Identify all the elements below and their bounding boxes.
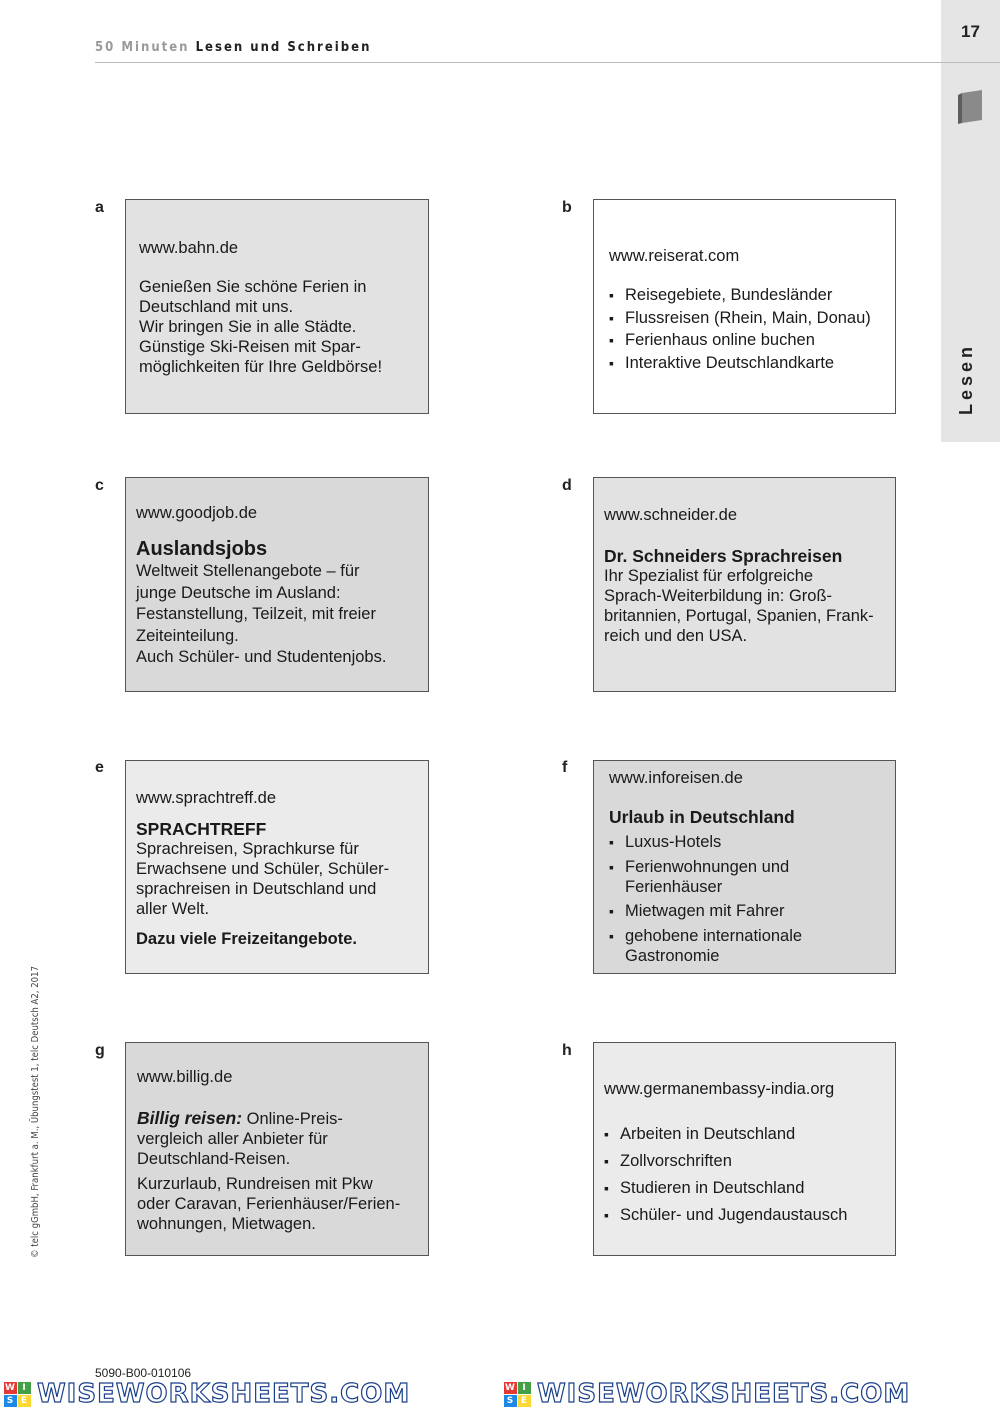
card-c <box>125 477 429 692</box>
card-title: Auslandsjobs <box>136 538 268 560</box>
header-strong: Lesen und Schreiben <box>195 40 372 55</box>
card-line: Deutschland mit uns. <box>139 298 294 316</box>
list-item: ▪ Zollvorschriften <box>604 1148 889 1175</box>
side-divider <box>941 62 1000 63</box>
card-letter-f: f <box>562 759 568 776</box>
logo-squares <box>504 1382 531 1407</box>
card-letter-e: e <box>95 759 104 776</box>
card-g <box>125 1042 429 1256</box>
logo-letter: W <box>5 1382 16 1393</box>
card-url: www.germanembassy-india.org <box>604 1080 835 1098</box>
running-header <box>95 40 371 55</box>
logo-letter: S <box>4 1395 17 1407</box>
logo-letter: E <box>18 1395 31 1407</box>
card-closing: Dazu viele Freizeitangebote. <box>136 930 357 948</box>
watermark-text: WISEWORKSHEETS.COM <box>537 1379 911 1409</box>
logo-letter: I <box>18 1382 31 1394</box>
page-number: 17 <box>961 22 980 41</box>
card-line: Sprach-Weiterbildung in: Groß- <box>604 587 833 605</box>
card-line: britannien, Portugal, Spanien, Frank- <box>604 607 874 625</box>
card-line: Auch Schüler- und Studentenjobs. <box>136 648 387 666</box>
card-line: reich und den USA. <box>604 627 748 645</box>
card-f <box>593 760 896 974</box>
list-item: ▪ Ferienhaus online buchen <box>609 329 887 352</box>
card-h <box>593 1042 896 1256</box>
card-d <box>593 477 896 692</box>
card-letter-h: h <box>562 1042 572 1059</box>
list-item-line: Gastronomie <box>625 947 720 965</box>
card-line: wohnungen, Mietwagen. <box>137 1215 316 1233</box>
header-light: 50 Minuten <box>95 40 190 55</box>
logo-letter: S <box>504 1395 517 1407</box>
card-title-line <box>137 1108 420 1129</box>
card-title: Urlaub in Deutschland <box>609 807 795 827</box>
book-icon <box>958 90 982 124</box>
list-item: ▪ Arbeiten in Deutschland <box>604 1121 889 1148</box>
list-item <box>609 857 889 897</box>
card-letter-g: g <box>95 1042 105 1059</box>
list-item <box>609 926 889 966</box>
section-label: Lesen <box>956 342 976 415</box>
card-url: www.sprachtreff.de <box>136 789 277 807</box>
list-item: ▪ Schüler- und Jugendaustausch <box>604 1202 889 1229</box>
logo-squares <box>4 1382 31 1407</box>
list-item-line: Ferienhäuser <box>625 878 723 896</box>
card-line: Zeiteinteilung. <box>136 626 239 645</box>
card-line: möglichkeiten für Ihre Geldbörse! <box>139 358 383 376</box>
card-line: Ihr Spezialist für erfolgreiche <box>604 567 814 585</box>
card-letter-c: c <box>95 477 104 494</box>
logo-letter: I <box>518 1382 531 1394</box>
card-title-rest: Online-Preis- <box>242 1110 343 1128</box>
copyright-notice: © telc gGmbH, Frankfurt a. M., Übungstest 1, telc Deutsch A2, 2017 <box>30 966 41 1258</box>
list-item: ▪ Interaktive Deutschlandkarte <box>609 352 887 375</box>
list-item: ▪ Mietwagen mit Fahrer <box>609 901 889 921</box>
card-line: vergleich aller Anbieter für <box>137 1130 328 1148</box>
card-url: www.inforeisen.de <box>609 769 743 787</box>
list-item: ▪ Studieren in Deutschland <box>604 1175 889 1202</box>
logo-letter: E <box>518 1395 531 1407</box>
card-line: Festanstellung, Teilzeit, mit freier <box>136 605 376 623</box>
list-item: ▪ Reisegebiete, Bundesländer <box>609 284 887 307</box>
card-line: Wir bringen Sie in alle Städte. <box>139 318 357 336</box>
card-line: oder Caravan, Ferienhäuser/Ferien- <box>137 1195 401 1213</box>
card-letter-d: d <box>562 477 572 494</box>
card-line: junge Deutsche im Ausland: <box>136 583 341 602</box>
card-url: www.bahn.de <box>139 239 239 257</box>
card-title: SPRACHTREFF <box>136 819 267 839</box>
card-line: aller Welt. <box>136 900 210 918</box>
document-code: 5090-B00-010106 <box>95 1366 192 1380</box>
card-line: Sprachreisen, Sprachkurse für <box>136 840 359 858</box>
card-url: www.reiserat.com <box>609 247 740 265</box>
card-line: Erwachsene und Schüler, Schüler- <box>136 860 390 878</box>
card-url: www.goodjob.de <box>136 504 258 522</box>
card-line: Weltweit Stellenangebote – für <box>136 562 360 580</box>
logo-letter: W <box>505 1382 516 1393</box>
card-line: Genießen Sie schöne Ferien in <box>139 278 367 296</box>
list-item: ▪ Flussreisen (Rhein, Main, Donau) <box>609 307 887 330</box>
card-line: sprachreisen in Deutschland und <box>136 880 377 898</box>
card-url: www.billig.de <box>137 1068 233 1086</box>
card-e <box>125 760 429 974</box>
card-title: Dr. Schneiders Sprachreisen <box>604 546 843 566</box>
card-url: www.schneider.de <box>604 506 737 524</box>
card-line: Kurzurlaub, Rundreisen mit Pkw <box>137 1175 373 1193</box>
card-line: Deutschland-Reisen. <box>137 1150 291 1168</box>
watermark-logo <box>4 1380 410 1408</box>
list-item-line: gehobene internationale <box>625 927 803 945</box>
card-a <box>125 199 429 414</box>
list-item-line: Ferienwohnungen und <box>625 858 790 876</box>
card-line: Günstige Ski-Reisen mit Spar- <box>139 338 361 356</box>
watermark-logo <box>504 1380 910 1408</box>
watermark-text: WISEWORKSHEETS.COM <box>37 1379 411 1409</box>
list-item: ▪ Luxus-Hotels <box>609 832 889 852</box>
card-b <box>593 199 896 414</box>
card-letter-a: a <box>95 199 104 216</box>
card-title: Billig reisen: <box>137 1108 243 1128</box>
header-divider <box>95 62 941 63</box>
card-letter-b: b <box>562 199 572 216</box>
